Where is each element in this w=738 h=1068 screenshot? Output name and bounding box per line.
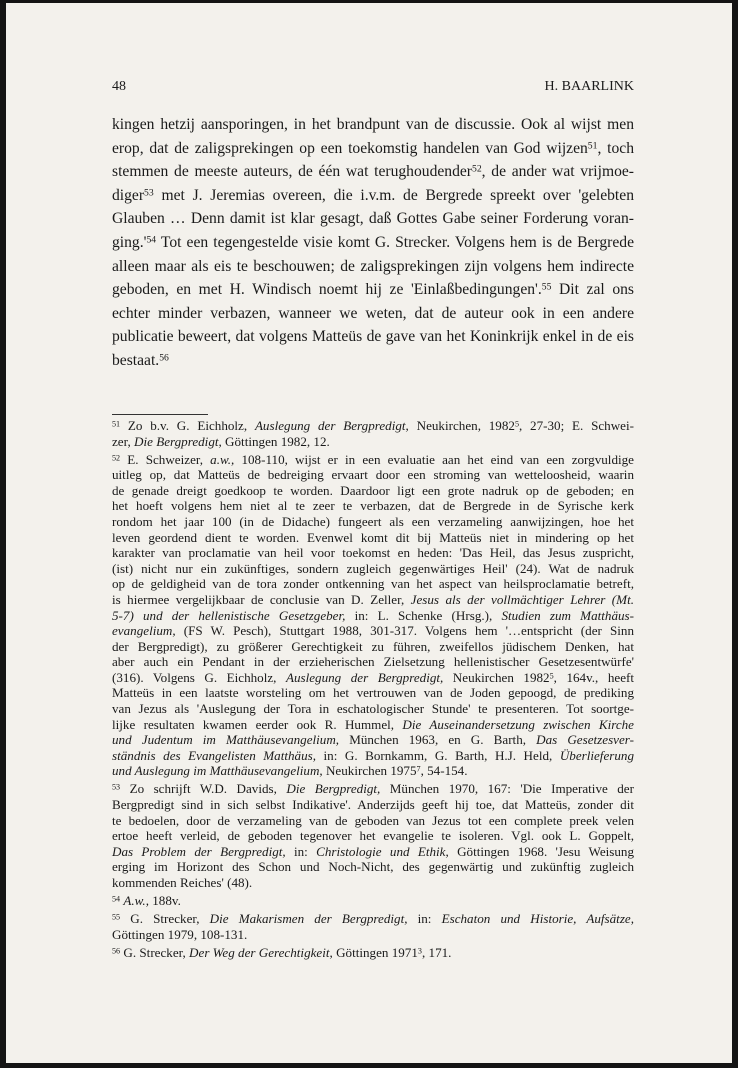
body-line: stemmen de meeste auteurs, de één wat terughoudender$^{52}$, de ander wat vrijmoe- [112, 163, 634, 181]
book-page [6, 3, 732, 1063]
footnote-number: 53 [112, 782, 121, 792]
body-line: kingen hetzij aansporingen, in het brandpunt van de discussie. Ook al wijst men [112, 116, 634, 133]
footnote-number: 51 [112, 419, 121, 429]
running-head: H. BAARLINK [544, 79, 634, 94]
footnote-ref[interactable]: 54 [146, 234, 157, 246]
footnote-number: 52 [112, 452, 121, 462]
footnote-54: $^{54}$ A.w., 188v. [112, 892, 181, 908]
body-line: echter minder verbazen, wanneer we weten, dat de auteur ook in een andere [112, 304, 634, 322]
footnote-ref[interactable]: 51 [587, 140, 598, 152]
footnote-number: 56 [112, 945, 121, 955]
footnote-ref[interactable]: 56 [159, 352, 169, 364]
body-line: publicatie beweert, dat volgens Matteüs de gave van het Koninkrijk enkel in de eis [112, 328, 634, 346]
body-line: Glauben … Denn damit ist klar gesagt, daß Gottes Gabe seiner Forderung voran- [112, 210, 634, 228]
body-paragraph [112, 113, 634, 373]
footnote-number: 54 [112, 894, 121, 904]
footnote-53: $^{53}$ Zo schrijft W.D. Davids, Die Bergpredigt, München 1970, 167: 'Die Imperative der Bergpredigt sind in sich selbst Indikative'. Anderzijds geeft hij toe, dat Matteüs, zonder dit te bedoelen, door de verzameling van de geboden van Jezus tot een complete preek velen ertoe heeft verleid, de geboden tegenover het evangelie te isoleren. Vgl. ook L. Goppelt, Das Problem der Bergpredigt, in: Christologie und Ethik, Göttingen 1968. 'Jesu Weisung erging im Horizont des Schon und Noch-Nicht, des gegenwärtig und zukünftig zugleich kommenden Reiches' (48). [112, 781, 634, 890]
footnote-ref[interactable]: 55 [541, 281, 552, 293]
footnote-number: 55 [112, 912, 121, 922]
footnote-56: $^{56}$ G. Strecker, Der Weg der Gerechtigkeit, Göttingen 1971$^3$, 171. [112, 944, 452, 960]
body-line: alleen maar als eis te beschouwen; de zaligsprekingen zijn volgens hem indirecte [112, 257, 634, 275]
page-number: 48 [112, 79, 126, 94]
footnote-51: $^{51}$ Zo b.v. G. Eichholz, Auslegung der Bergpredigt, Neukirchen, 1982$^5$, 27-30; E. Schwei- zer, Die Bergpredigt, Göttingen 1982, 12. [112, 418, 634, 449]
body-line: $ging.'^{54}$ Tot een tegengestelde visie komt G. Strecker. Volgens hem is de Bergrede [112, 233, 634, 251]
body-line: bestaat.$^{56}$ [112, 351, 169, 369]
footnote-ref[interactable]: 53 [144, 187, 154, 199]
footnotes [112, 418, 634, 963]
body-line: erop, dat de zaligsprekingen op een toekomstig handelen van God wijzen$^{51}$, toch [112, 139, 634, 157]
footnote-ref[interactable]: 52 [472, 163, 482, 175]
footnote-52: $^{52}$ E. Schweizer, a.w., 108-110, wijst er in een evaluatie aan het eind van een zorgvuldige uitleg op, dat Matteüs de bedreiging ervaart door een stroming van wetteloosheid, waarin de genade dreigt goedkoop te worden. Daardoor ligt een grote nadruk op de geboden; en het hoeft volgens hem niet al te zeer te verbazen, dat de Bergrede in de Syrische kerk rondom het jaar 100 (in de Didache) fungeert als een verzameling aanwijzingen, hoe het leven geordend dient te worden. Evenwel komt dit bij Matteüs niet in mindering op het karakter van proclamatie van heil voor toekomst en heden: 'Das Heil, das Jesus zuspricht, (ist) nicht nur ein zukünftiges, sondern zugleich gegenwärtiges Heil' (24). Wat de nadruk op de geldigheid van de tora zonder ontkenning van het aspect van heilsproclamatie betreft, is hiermee vergelijkbaar de conclusie van D. Zeller, Jesus als der vollmächtiger Lehrer (Mt. 5-7) und der hellenistische Gesetzgeber, in: L. Schenke (Hrsg.), Studien zum Matthäus- evangelium, (FS W. Pesch), Stuttgart 1988, 301-317. Volgens hem '…entspricht (der Sinn der Bergpredigt), zu größerer Gerechtigkeit zu führen, zweifellos jüdischem Denken, hat aber auch ein Pendant in der erzieherischen Zielsetzung hellenistischer Gesetzesentwürfe' (316). Volgens G. Eichholz, Auslegung der Bergpredigt, Neukirchen 1982$^5$, 164v., heeft Matteüs in een laatste worsteling om het vertrouwen van de Joden gepoogd, de prediking van Jezus als 'Auslegung der Tora in eschatologischer Stunde' te presenteren. Tot soortge- lijke resultaten kwamen eerder ook R. Hummel, Die Auseinandersetzung zwischen Kirche und Judentum im Matthäusevangelium, München 1963, en G. Barth, Das Gesetzesver- ständnis des Evangelisten Matthäus, in: G. Bornkamm, G. Barth, H.J. Held, Überlieferung und Auslegung im Matthäusevangelium, Neukirchen 1975$^7$, 54-154. [112, 451, 635, 779]
footnote-divider [112, 414, 208, 415]
body-line: geboden, en met H. Windisch noemt hij ze 'Einlaßbedingungen'.$^{55}$ Dit zal ons [112, 281, 634, 299]
body-line: diger$^{53}$ met J. Jeremias overeen, die i.v.m. de Bergrede spreekt over 'gelebten [112, 186, 634, 204]
footnote-55: $^{55}$ G. Strecker, Die Makarismen der Bergpredigt, in: Eschaton und Historie, Aufsätze, Göttingen 1979, 108-131. [112, 910, 634, 942]
